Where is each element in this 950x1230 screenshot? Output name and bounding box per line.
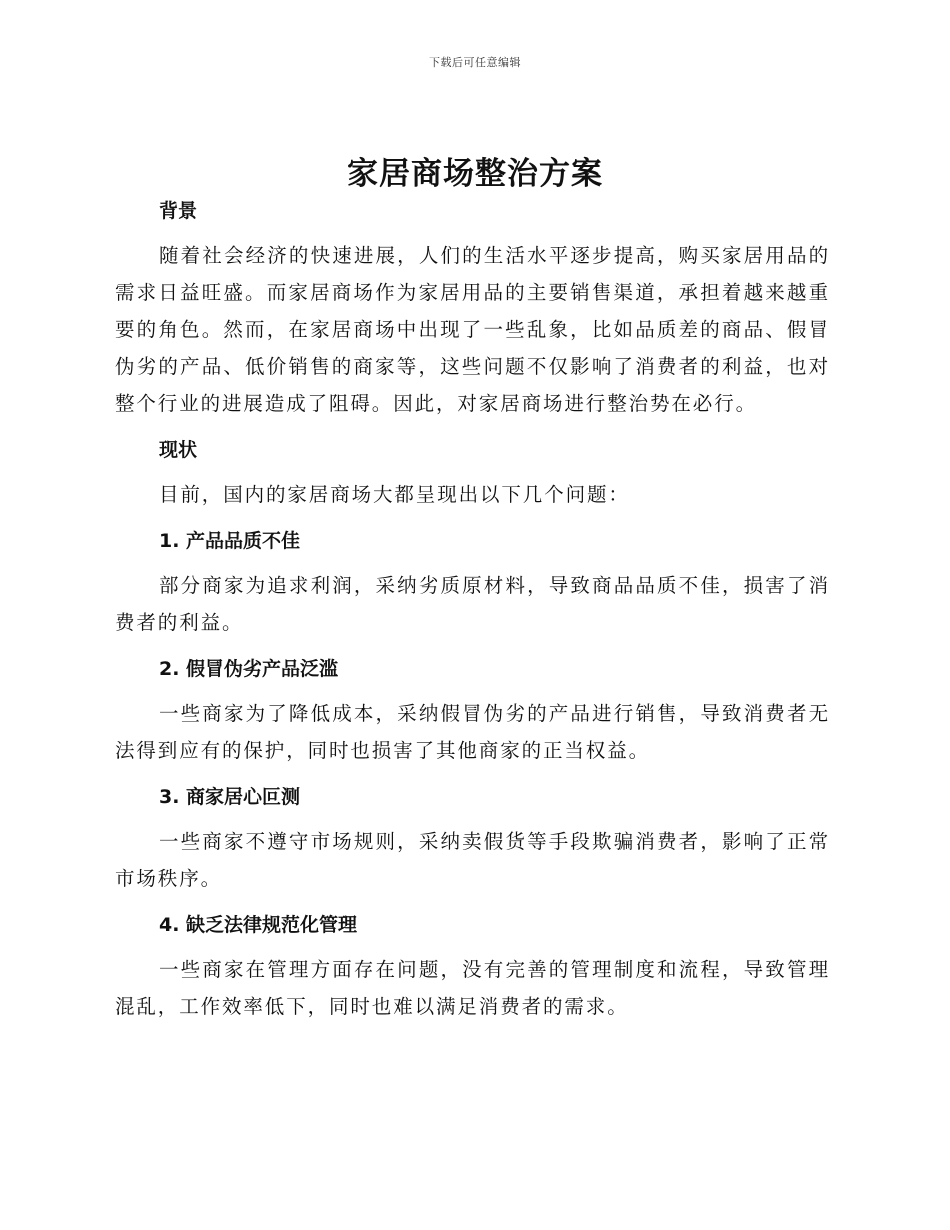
issue-paragraph-4: 一些商家在管理方面存在问题，没有完善的管理制度和流程，导致管理混乱，工作效率低下，同时也难以满足消费者的需求。	[115, 958, 830, 1018]
background-paragraph: 随着社会经济的快速进展，人们的生活水平逐步提高，购买家居用品的需求日益旺盛。而家居商场作为家居用品的主要销售渠道，承担着越来越重要的角色。然而，在家居商场中出现了一些乱象，比如品质差的商品、假冒伪劣的产品、低价销售的商家等，这些问题不仅影响了消费者的利益，也对整个行业的进展造成了阻碍。因此，对家居商场进行整治势在必行。	[115, 244, 830, 415]
issue-heading-3: 3. 商家居心叵测	[159, 786, 301, 808]
document-body	[115, 196, 830, 1025]
issue-heading-4: 4. 缺乏法律规范化管理	[159, 914, 358, 936]
header-note: 下载后可任意编辑	[429, 56, 521, 69]
issue-paragraph-3: 一些商家不遵守市场规则，采纳卖假货等手段欺骗消费者，影响了正常市场秩序。	[115, 830, 830, 890]
issue-heading-2: 2. 假冒伪劣产品泛滥	[159, 658, 339, 680]
section-heading-status: 现状	[159, 439, 198, 461]
status-intro-paragraph: 目前，国内的家居商场大都呈现出以下几个问题：	[159, 483, 630, 506]
section-heading-background: 背景	[159, 200, 198, 222]
issue-heading-1: 1. 产品品质不佳	[159, 530, 301, 552]
document-title: 家居商场整治方案	[347, 156, 603, 192]
issue-paragraph-1: 部分商家为追求利润，采纳劣质原材料，导致商品品质不佳，损害了消费者的利益。	[115, 574, 830, 634]
issue-paragraph-2: 一些商家为了降低成本，采纳假冒伪劣的产品进行销售，导致消费者无法得到应有的保护，同时也损害了其他商家的正当权益。	[115, 702, 830, 762]
